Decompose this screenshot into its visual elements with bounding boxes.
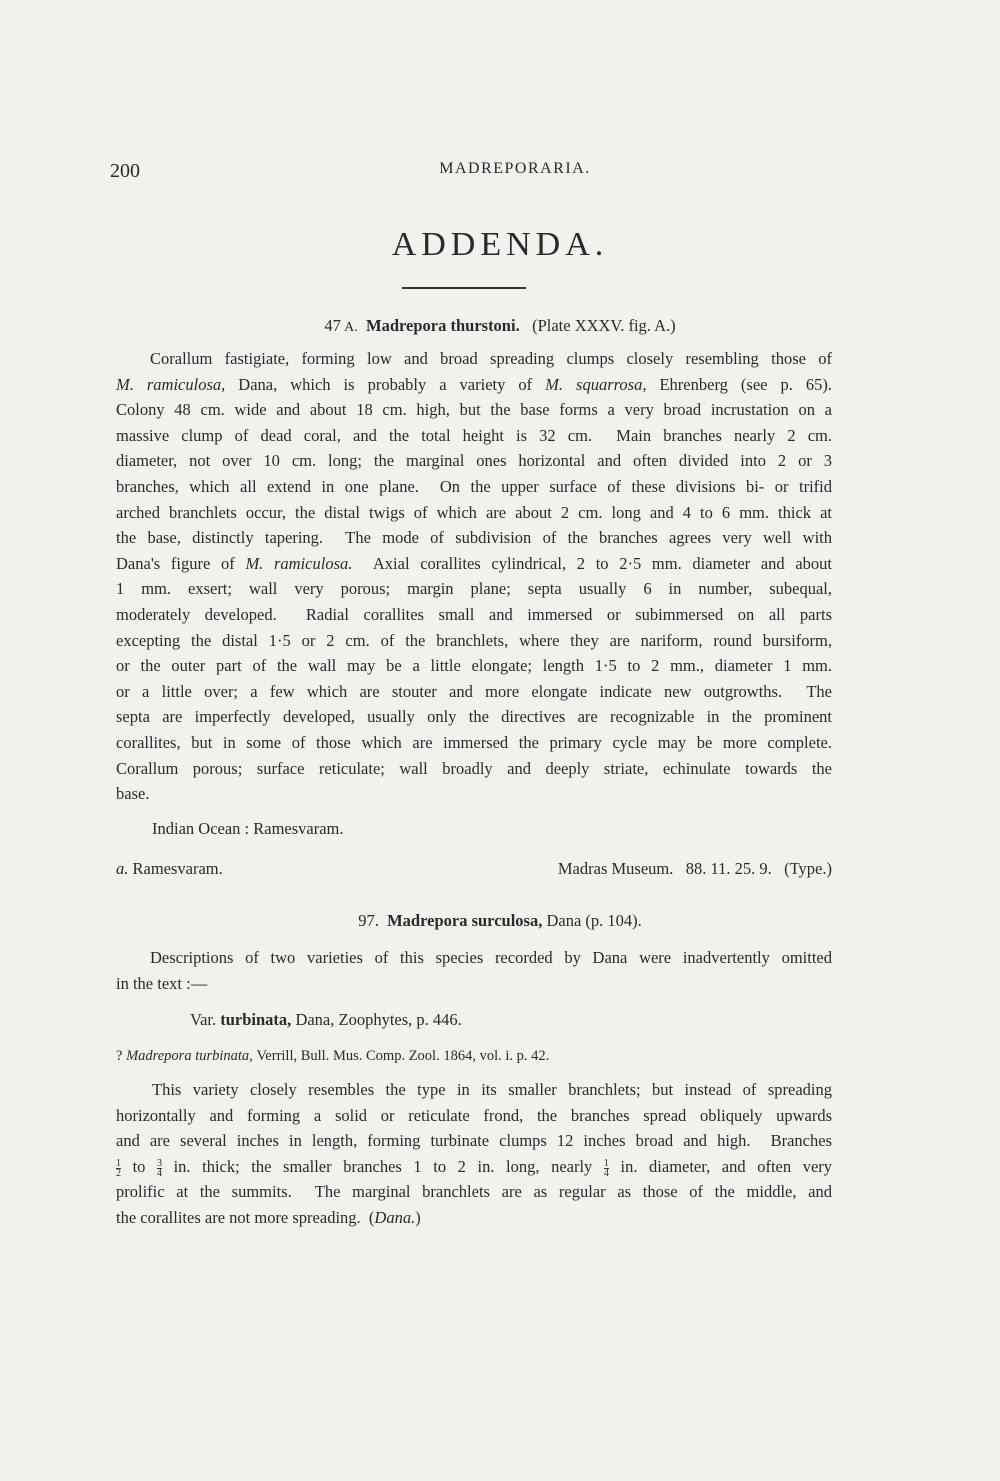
description-turbinata: This variety closely resembles the type in its smaller branchlets; but instead of spreading horizontally and forming a solid or reticulate frond, the branches spread obliquely upwards and are several inches in length, forming turbinate clumps 12 inches broad and high. Branches $\frac{1}{2}$ to $\frac{3}{4}$ in. thick; the smaller branches 1 to 2 in. long, nearly $\frac{1}{4}$ in. diameter, and often very prolific at the summits. The marginal branchlets are as regular as those of the middle, and the corallites are not more spreading. (Dana.): [116, 1080, 833, 1227]
intro-97: Descriptions of two varieties of this species recorded by Dana were inadvertently omitted in the text :—: [116, 948, 832, 993]
section-title: ADDENDA.: [391, 226, 609, 263]
fraction-three-quarters: $\frac{3}{4}$: [157, 1157, 163, 1179]
running-head: MADREPORARIA.: [439, 160, 591, 177]
title-rule: [402, 287, 526, 289]
locality: Indian Ocean : Ramesvaram.: [152, 819, 344, 838]
fraction-quarter: $\frac{1}{4}$: [603, 1157, 609, 1179]
species-heading-47a: 47 A. Madrepora thurstoni. (Plate XXXV. fig. A.): [324, 316, 676, 335]
variety-heading: Var. turbinata, Dana, Zoophytes, p. 446.: [190, 1010, 462, 1029]
page-number: 200: [110, 160, 140, 182]
description-47a: Corallum fastigiate, forming low and broad spreading clumps closely resembling those of M. ramiculosa, Dana, which is probably a variety of M. squarrosa, Ehrenberg (see p. 65). Colony 48 cm. wide and about 18 cm. high, but the base forms a very broad incrustation on a massive clump of dead coral, and the total height is 32 cm. Main branches nearly 2 cm. diameter, not over 10 cm. long; the marginal ones horizontal and often divided into 2 or 3 branches, which all extend in one plane. On the upper surface of these divisions bi- or trifid arched branchlets occur, the distal twigs of which are about 2 cm. long and 4 to 6 mm. thick at the base, distinctly tapering. The mode of subdivision of the branches agrees very well with Dana's figure of M. ramiculosa. Axial corallites cylindrical, 2 to 2·5 mm. diameter and about 1 mm. exsert; wall very porous; margin plane; septa usually 6 in number, subequal, moderately developed. Radial corallites small and immersed or subimmersed on all parts excepting the distal 1·5 or 2 cm. of the branchlets, where they are nariform, round bursiform, or the outer part of the wall may be a little elongate; length 1·5 to 2 mm., diameter 1 mm. or a little over; a few which are stouter and more elongate indicate new outgrowths. The septa are imperfectly developed, usually only the directives are recognizable in the prominent corallites, but in some of those which are immersed the primary cycle may be more complete. Corallum porous; surface reticulate; wall broadly and deeply striate, echinulate towards the base.: [116, 349, 833, 804]
fraction-half: $\frac{1}{2}$: [116, 1157, 121, 1179]
species-heading-97: 97. Madrepora surculosa, Dana (p. 104).: [358, 911, 642, 930]
synonym-line: ? Madrepora turbinata, Verrill, Bull. Mus. Comp. Zool. 1864, vol. i. p. 42.: [116, 1048, 550, 1064]
